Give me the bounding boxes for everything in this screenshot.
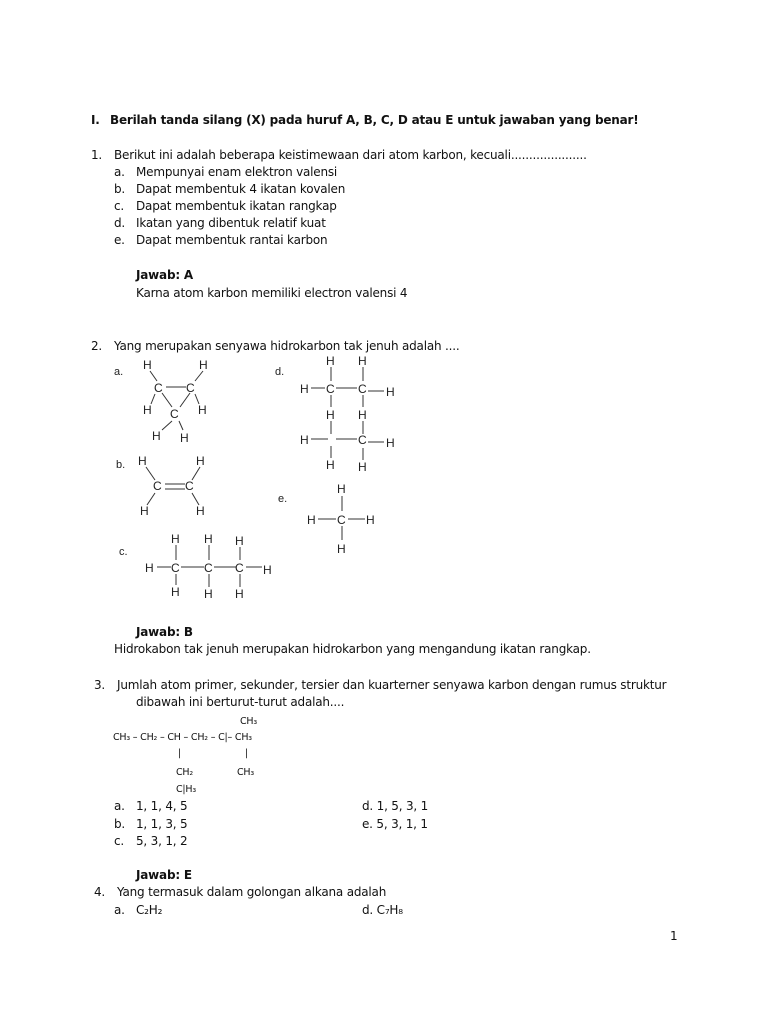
q1-option-a-letter: a. <box>114 165 125 179</box>
q2-text: Yang merupakan senyawa hidrokarbon tak jenuh adalah .... <box>114 339 460 353</box>
atom-h: H <box>337 542 346 556</box>
q4-number: 4. <box>94 885 106 899</box>
atom-h: H <box>180 431 189 445</box>
structure-b <box>138 454 205 518</box>
q3-formula-branch1: CH₂ <box>176 767 193 778</box>
q1-option-a-text: Mempunyai enam elektron valensi <box>136 165 338 179</box>
atom-h: H <box>326 354 335 368</box>
q3-option-e: e. 5, 3, 1, 1 <box>362 817 428 831</box>
q2-label-d: d. <box>275 366 285 378</box>
q3-formula-main: CH₃ – CH₂ – CH – CH₂ – C|– CH₃ <box>113 732 252 743</box>
atom-h: H <box>326 408 335 422</box>
q3-option-c-text: 5, 3, 1, 2 <box>136 834 188 848</box>
q3-answer: Jawab: E <box>136 868 192 882</box>
q1-option-e-text: Dapat membentuk rantai karbon <box>136 233 328 247</box>
atom-c: C <box>185 479 194 493</box>
atom-h: H <box>138 454 147 468</box>
q3-option-b-text: 1, 1, 3, 5 <box>136 817 188 831</box>
atom-h: H <box>358 354 367 368</box>
q3-number: 3. <box>94 678 106 692</box>
atom-h: H <box>235 534 244 548</box>
q2-explanation: Hidrokabon tak jenuh merupakan hidrokarbon yang mengandung ikatan rangkap. <box>114 642 591 656</box>
q3-option-c-letter: c. <box>114 834 125 848</box>
q3-option-b-letter: b. <box>114 817 126 831</box>
q1-explanation: Karna atom karbon memiliki electron valensi 4 <box>136 286 408 300</box>
q4-option-a-letter: a. <box>114 903 125 917</box>
atom-c: C <box>337 513 346 527</box>
q3-formula-top: CH₃ <box>240 716 257 727</box>
q1-option-b-letter: b. <box>114 182 126 196</box>
q3-formula-bar1: | <box>178 748 182 759</box>
atom-c: C <box>358 433 367 447</box>
atom-h: H <box>204 532 213 546</box>
atom-h: H <box>386 385 395 399</box>
atom-h: H <box>199 358 208 372</box>
atom-h: H <box>143 403 152 417</box>
atom-h: H <box>171 585 180 599</box>
atom-c: C <box>326 382 335 396</box>
q1-answer: Jawab: A <box>136 268 193 282</box>
section-numeral: I. <box>91 113 100 127</box>
q3-formula-branch3: C|H₃ <box>176 784 196 795</box>
atom-h: H <box>366 513 375 527</box>
q2-label-c: c. <box>119 546 128 558</box>
structure-d <box>300 354 395 474</box>
q2-label-b: b. <box>116 459 126 471</box>
page-number: 1 <box>670 929 678 943</box>
atom-h: H <box>337 482 346 496</box>
atom-h: H <box>300 382 309 396</box>
q1-option-c-text: Dapat membentuk ikatan rangkap <box>136 199 337 213</box>
q1-text: Berikut ini adalah beberapa keistimewaan dari atom karbon, kecuali..................... <box>114 148 587 162</box>
atom-h: H <box>145 561 154 575</box>
atom-c: C <box>153 479 162 493</box>
section-instruction: Berilah tanda silang (X) pada huruf A, B, C, D atau E untuk jawaban yang benar! <box>110 113 639 127</box>
q1-number: 1. <box>91 148 103 162</box>
structure-c <box>145 532 272 601</box>
q1-option-e-letter: e. <box>114 233 125 247</box>
atom-h: H <box>326 458 335 472</box>
q3-text-line1: Jumlah atom primer, sekunder, tersier dan kuarterner senyawa karbon dengan rumus struktur <box>117 678 667 692</box>
atom-c: C <box>154 381 163 395</box>
structure-e <box>307 482 375 556</box>
atom-h: H <box>263 563 272 577</box>
q2-label-e: e. <box>278 493 288 505</box>
atom-h: H <box>143 358 152 372</box>
atom-h: H <box>196 504 205 518</box>
atom-h: H <box>198 403 207 417</box>
atom-c: C <box>186 381 195 395</box>
atom-h: H <box>140 504 149 518</box>
q2-number: 2. <box>91 339 103 353</box>
q1-option-c-letter: c. <box>114 199 125 213</box>
atom-h: H <box>358 460 367 474</box>
atom-c: C <box>170 407 179 421</box>
q3-option-a-letter: a. <box>114 799 125 813</box>
atom-c: C <box>358 382 367 396</box>
q4-option-a-text: C₂H₂ <box>136 903 163 917</box>
q3-option-a-text: 1, 1, 4, 5 <box>136 799 188 813</box>
atom-h: H <box>358 408 367 422</box>
q4-option-d: d. C₇H₈ <box>362 903 403 917</box>
atom-h: H <box>196 454 205 468</box>
q2-label-a: a. <box>114 366 124 378</box>
atom-h: H <box>386 436 395 450</box>
q3-formula-branch2: CH₃ <box>237 767 254 778</box>
atom-c: C <box>171 561 180 575</box>
atom-h: H <box>300 433 309 447</box>
atom-h: H <box>152 429 161 443</box>
q1-option-b-text: Dapat membentuk 4 ikatan kovalen <box>136 182 346 196</box>
atom-h: H <box>204 587 213 601</box>
q1-option-d-text: Ikatan yang dibentuk relatif kuat <box>136 216 326 230</box>
q3-option-d: d. 1, 5, 3, 1 <box>362 799 429 813</box>
atom-c: C <box>235 561 244 575</box>
atom-h: H <box>307 513 316 527</box>
q2-answer: Jawab: B <box>136 625 193 639</box>
q3-text-line2: dibawah ini berturut-turut adalah.... <box>136 695 345 709</box>
q4-text: Yang termasuk dalam golongan alkana adalah <box>117 885 387 899</box>
atom-c: C <box>204 561 213 575</box>
structure-a <box>143 358 208 445</box>
atom-h: H <box>171 532 180 546</box>
atom-h: H <box>235 587 244 601</box>
q1-option-d-letter: d. <box>114 216 126 230</box>
q3-formula-bar2: | <box>245 748 249 759</box>
